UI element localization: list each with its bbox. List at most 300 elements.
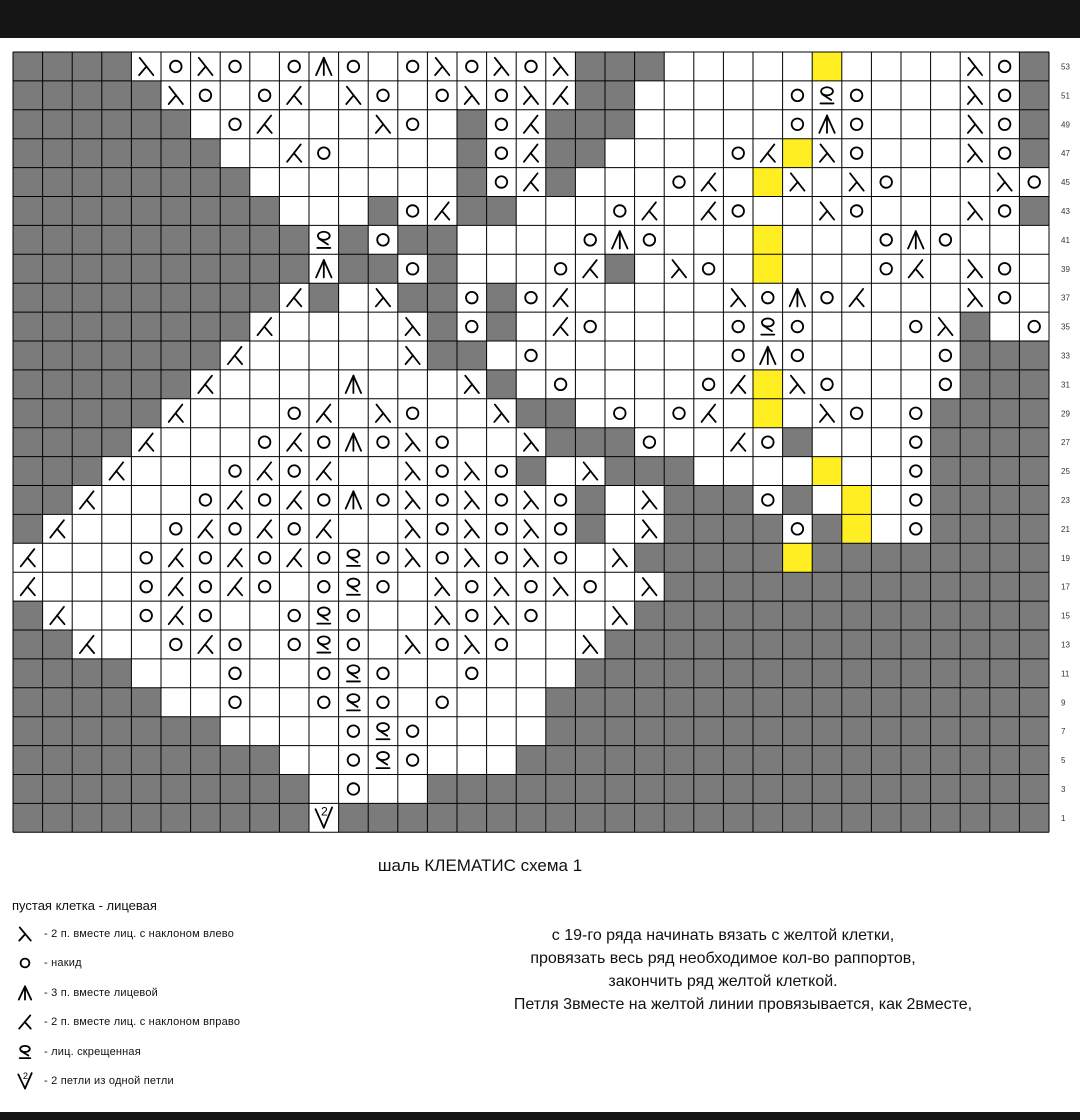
row-numbers bbox=[1061, 62, 1070, 822]
chart-cell bbox=[487, 688, 517, 717]
chart-cell bbox=[191, 283, 221, 312]
row-number: 25 bbox=[1061, 467, 1070, 477]
chart-cell bbox=[279, 630, 309, 659]
chart-cell bbox=[131, 746, 161, 775]
chart-cell bbox=[664, 168, 694, 197]
chart-cell bbox=[131, 283, 161, 312]
chart-cell bbox=[546, 139, 576, 168]
chart-cell bbox=[250, 630, 280, 659]
chart-cell bbox=[72, 543, 102, 572]
chart-cell bbox=[516, 659, 546, 688]
legend-text: - лиц. скрещенная bbox=[44, 1045, 141, 1058]
chart-cell bbox=[102, 717, 132, 746]
chart-cell bbox=[250, 254, 280, 283]
chart-cell bbox=[161, 139, 191, 168]
chart-cell bbox=[812, 486, 842, 515]
chart-cell bbox=[191, 399, 221, 428]
chart-cell bbox=[901, 399, 931, 428]
chart-cell bbox=[309, 486, 339, 515]
chart-cell bbox=[13, 746, 43, 775]
chart-cell bbox=[931, 803, 961, 832]
chart-cell bbox=[990, 543, 1020, 572]
chart-cell bbox=[43, 399, 73, 428]
chart-cell bbox=[368, 486, 398, 515]
chart-cell bbox=[694, 543, 724, 572]
chart-cell bbox=[220, 803, 250, 832]
chart-cell bbox=[901, 514, 931, 543]
chart-cell bbox=[131, 572, 161, 601]
chart-cell bbox=[694, 312, 724, 341]
chart-cell bbox=[427, 81, 457, 110]
chart-cell bbox=[131, 225, 161, 254]
chart-cell bbox=[990, 514, 1020, 543]
chart-cell bbox=[783, 139, 813, 168]
chart-cell bbox=[990, 572, 1020, 601]
chart-cell bbox=[516, 399, 546, 428]
chart-cell bbox=[13, 81, 43, 110]
chart-cell bbox=[931, 81, 961, 110]
chart-cell bbox=[398, 168, 428, 197]
chart-cell bbox=[990, 775, 1020, 804]
chart-cell bbox=[783, 197, 813, 226]
chart-cell bbox=[339, 717, 369, 746]
chart-cell bbox=[43, 52, 73, 81]
chart-cell bbox=[575, 428, 605, 457]
chart-cell bbox=[131, 254, 161, 283]
chart-cell bbox=[812, 514, 842, 543]
chart-cell bbox=[694, 659, 724, 688]
chart-cell bbox=[131, 659, 161, 688]
chart-cell bbox=[339, 457, 369, 486]
chart-cell bbox=[250, 803, 280, 832]
chart-cell bbox=[723, 341, 753, 370]
chart-cell bbox=[102, 659, 132, 688]
left-slant-decrease-icon bbox=[12, 922, 38, 946]
chart-cell bbox=[131, 717, 161, 746]
chart-cell bbox=[250, 370, 280, 399]
chart-cell bbox=[161, 168, 191, 197]
chart-cell bbox=[783, 81, 813, 110]
chart-cell bbox=[871, 428, 901, 457]
chart-cell bbox=[1019, 197, 1049, 226]
legend-text: - накид bbox=[44, 957, 82, 970]
chart-cell bbox=[842, 197, 872, 226]
chart-cell bbox=[753, 775, 783, 804]
chart-cell bbox=[427, 717, 457, 746]
chart-cell bbox=[368, 341, 398, 370]
chart-cell bbox=[635, 601, 665, 630]
chart-cell bbox=[575, 283, 605, 312]
chart-cell bbox=[1019, 630, 1049, 659]
chart-cell bbox=[487, 659, 517, 688]
chart-cell bbox=[398, 659, 428, 688]
chart-cell bbox=[427, 283, 457, 312]
chart-cell bbox=[13, 717, 43, 746]
chart-cell bbox=[753, 746, 783, 775]
chart-cell bbox=[871, 254, 901, 283]
chart-cell bbox=[753, 514, 783, 543]
chart-cell bbox=[546, 630, 576, 659]
chart-cell bbox=[102, 341, 132, 370]
chart-cell bbox=[309, 312, 339, 341]
chart-cell bbox=[339, 399, 369, 428]
chart-cell bbox=[131, 168, 161, 197]
chart-cell bbox=[783, 225, 813, 254]
chart-cell bbox=[250, 717, 280, 746]
chart-cell bbox=[960, 803, 990, 832]
chart-cell bbox=[723, 775, 753, 804]
chart-cell bbox=[931, 457, 961, 486]
chart-cell bbox=[605, 370, 635, 399]
chart-cell bbox=[279, 168, 309, 197]
chart-cell bbox=[871, 110, 901, 139]
chart-cell bbox=[131, 803, 161, 832]
chart-cell bbox=[339, 746, 369, 775]
row-number: 47 bbox=[1061, 149, 1070, 159]
chart-cell bbox=[812, 52, 842, 81]
chart-cell bbox=[664, 81, 694, 110]
chart-cell bbox=[457, 399, 487, 428]
chart-cell bbox=[309, 775, 339, 804]
chart-cell bbox=[368, 601, 398, 630]
chart-cell bbox=[487, 283, 517, 312]
chart-cell bbox=[220, 659, 250, 688]
chart-cell bbox=[279, 775, 309, 804]
two-from-one-icon bbox=[12, 1069, 38, 1093]
chart-cell bbox=[220, 601, 250, 630]
chart-cell bbox=[723, 543, 753, 572]
chart-cell bbox=[575, 341, 605, 370]
chart-cell bbox=[43, 717, 73, 746]
chart-cell bbox=[546, 803, 576, 832]
chart-cell bbox=[990, 688, 1020, 717]
chart-cell bbox=[457, 803, 487, 832]
chart-cell bbox=[871, 283, 901, 312]
chart-cell bbox=[1019, 746, 1049, 775]
chart-cell bbox=[309, 341, 339, 370]
chart-cell bbox=[457, 775, 487, 804]
row-number: 3 bbox=[1061, 784, 1066, 794]
chart-cell bbox=[72, 775, 102, 804]
chart-cell bbox=[871, 457, 901, 486]
chart-cell bbox=[1019, 283, 1049, 312]
chart-cell bbox=[1019, 254, 1049, 283]
chart-cell bbox=[753, 283, 783, 312]
chart-cell bbox=[279, 110, 309, 139]
chart-cell bbox=[635, 52, 665, 81]
chart-cell bbox=[457, 659, 487, 688]
chart-cell bbox=[398, 52, 428, 81]
chart-cell bbox=[546, 254, 576, 283]
legend-text: - 2 п. вместе лиц. с наклоном вправо bbox=[44, 1016, 241, 1029]
chart-cell bbox=[990, 52, 1020, 81]
chart-cell bbox=[1019, 312, 1049, 341]
chart-cell bbox=[664, 659, 694, 688]
legend-item bbox=[12, 978, 372, 1008]
chart-cell bbox=[931, 399, 961, 428]
row-number: 19 bbox=[1061, 553, 1070, 563]
chart-cell bbox=[812, 312, 842, 341]
chart-cell bbox=[339, 601, 369, 630]
chart-cell bbox=[191, 486, 221, 515]
chart-cell bbox=[871, 139, 901, 168]
chart-cell bbox=[960, 168, 990, 197]
chart-cell bbox=[901, 746, 931, 775]
chart-cell bbox=[575, 52, 605, 81]
chart-cell bbox=[43, 775, 73, 804]
chart-cell bbox=[605, 630, 635, 659]
chart-cell bbox=[664, 803, 694, 832]
chart-cell bbox=[72, 139, 102, 168]
chart-cell bbox=[1019, 803, 1049, 832]
chart-cell bbox=[398, 688, 428, 717]
chart-cell bbox=[487, 197, 517, 226]
chart-cell bbox=[457, 52, 487, 81]
chart-cell bbox=[694, 81, 724, 110]
chart-cell bbox=[842, 688, 872, 717]
chart-cell bbox=[931, 688, 961, 717]
chart-cell bbox=[309, 543, 339, 572]
chart-cell bbox=[694, 254, 724, 283]
chart-cell bbox=[931, 746, 961, 775]
chart-cell bbox=[368, 659, 398, 688]
chart-cell bbox=[131, 81, 161, 110]
chart-cell bbox=[723, 197, 753, 226]
chart-cell bbox=[339, 139, 369, 168]
chart-cell bbox=[871, 514, 901, 543]
chart-cell bbox=[72, 225, 102, 254]
chart-cell bbox=[191, 254, 221, 283]
chart-cell bbox=[960, 630, 990, 659]
chart-cell bbox=[220, 225, 250, 254]
chart-cell bbox=[339, 52, 369, 81]
chart-cell bbox=[1019, 139, 1049, 168]
chart-cell bbox=[575, 803, 605, 832]
chart-cell bbox=[605, 197, 635, 226]
chart-cell bbox=[161, 52, 191, 81]
chart-cell bbox=[575, 399, 605, 428]
chart-cell bbox=[694, 601, 724, 630]
chart-cell bbox=[72, 428, 102, 457]
chart-cell bbox=[960, 312, 990, 341]
chart-cell bbox=[161, 688, 191, 717]
chart-cell bbox=[575, 717, 605, 746]
chart-cell bbox=[546, 486, 576, 515]
chart-cell bbox=[664, 486, 694, 515]
chart-cell bbox=[1019, 601, 1049, 630]
chart-cell bbox=[43, 746, 73, 775]
chart-cell bbox=[664, 139, 694, 168]
notes bbox=[388, 924, 1058, 1016]
chart-cell bbox=[516, 572, 546, 601]
chart-cell bbox=[487, 803, 517, 832]
chart-cell bbox=[457, 168, 487, 197]
chart-cell bbox=[1019, 572, 1049, 601]
row-number: 53 bbox=[1061, 62, 1070, 72]
chart-cell bbox=[309, 139, 339, 168]
chart-cell bbox=[220, 197, 250, 226]
chart-cell bbox=[43, 457, 73, 486]
chart-cell bbox=[131, 457, 161, 486]
chart-cell bbox=[161, 110, 191, 139]
chart-cell bbox=[901, 486, 931, 515]
chart-cell bbox=[990, 601, 1020, 630]
chart-cell bbox=[161, 630, 191, 659]
chart-cell bbox=[990, 110, 1020, 139]
row-number: 9 bbox=[1061, 698, 1066, 708]
chart-cell bbox=[1019, 486, 1049, 515]
chart-cell bbox=[812, 572, 842, 601]
chart-cell bbox=[605, 110, 635, 139]
chart-cell bbox=[220, 370, 250, 399]
yarn-over-icon bbox=[12, 951, 38, 975]
chart-cell bbox=[13, 688, 43, 717]
chart-cell bbox=[487, 225, 517, 254]
chart-cell bbox=[191, 81, 221, 110]
chart-cell bbox=[487, 630, 517, 659]
chart-cell bbox=[990, 225, 1020, 254]
chart-cell bbox=[694, 139, 724, 168]
chart-cell bbox=[546, 428, 576, 457]
chart-cell bbox=[43, 81, 73, 110]
legend-item bbox=[12, 1008, 372, 1038]
chart-cell bbox=[398, 254, 428, 283]
chart-cell bbox=[102, 428, 132, 457]
chart-cell bbox=[901, 283, 931, 312]
chart-cell bbox=[664, 543, 694, 572]
chart-cell bbox=[220, 514, 250, 543]
chart-cell bbox=[339, 110, 369, 139]
chart-cell bbox=[842, 775, 872, 804]
chart-cell bbox=[398, 601, 428, 630]
chart-cell bbox=[72, 717, 102, 746]
chart-cell bbox=[753, 659, 783, 688]
chart-cell bbox=[694, 341, 724, 370]
chart-cell bbox=[102, 225, 132, 254]
chart-cell bbox=[43, 110, 73, 139]
chart-cell bbox=[13, 399, 43, 428]
chart-cell bbox=[161, 486, 191, 515]
chart-cell bbox=[516, 52, 546, 81]
chart-cell bbox=[694, 746, 724, 775]
chart-cell bbox=[990, 746, 1020, 775]
chart-cell bbox=[812, 168, 842, 197]
chart-cell bbox=[931, 486, 961, 515]
row-number: 41 bbox=[1061, 235, 1070, 245]
chart-cell bbox=[842, 514, 872, 543]
chart-cell bbox=[516, 746, 546, 775]
chart-cell bbox=[783, 110, 813, 139]
chart-cell bbox=[43, 543, 73, 572]
chart-cell bbox=[368, 225, 398, 254]
chart-cell bbox=[1019, 52, 1049, 81]
chart-cell bbox=[546, 775, 576, 804]
chart-cell bbox=[931, 225, 961, 254]
chart-cell bbox=[871, 341, 901, 370]
chart-cell bbox=[575, 659, 605, 688]
chart-cell bbox=[990, 341, 1020, 370]
chart-cell bbox=[398, 717, 428, 746]
chart-cell bbox=[901, 717, 931, 746]
chart-cell bbox=[427, 312, 457, 341]
chart-cell bbox=[783, 572, 813, 601]
chart-cell bbox=[546, 688, 576, 717]
chart-cell bbox=[309, 659, 339, 688]
legend-text: - 2 п. вместе лиц. с наклоном влево bbox=[44, 927, 235, 940]
chart-cell bbox=[191, 543, 221, 572]
chart-cell bbox=[664, 601, 694, 630]
chart-cell bbox=[339, 312, 369, 341]
row-number: 37 bbox=[1061, 293, 1070, 303]
chart-cell bbox=[931, 168, 961, 197]
chart-cell bbox=[250, 139, 280, 168]
chart-cell bbox=[1019, 168, 1049, 197]
chart-cell bbox=[871, 543, 901, 572]
chart-cell bbox=[812, 746, 842, 775]
chart-cell bbox=[250, 341, 280, 370]
chart-cell bbox=[635, 254, 665, 283]
chart-cell bbox=[427, 254, 457, 283]
chart-cell bbox=[339, 803, 369, 832]
chart-cell bbox=[102, 254, 132, 283]
chart-cell bbox=[398, 283, 428, 312]
chart-cell bbox=[960, 457, 990, 486]
chart-cell bbox=[635, 803, 665, 832]
chart-cell bbox=[339, 630, 369, 659]
chart-cell bbox=[487, 746, 517, 775]
svg-text:2: 2 bbox=[22, 1071, 29, 1082]
chart-cell bbox=[309, 746, 339, 775]
chart-cell bbox=[43, 225, 73, 254]
chart-cell bbox=[368, 803, 398, 832]
chart-cell bbox=[43, 139, 73, 168]
chart-cell bbox=[13, 428, 43, 457]
chart-cell bbox=[1019, 370, 1049, 399]
legend-title: пустая клетка - лицевая bbox=[12, 898, 157, 913]
row-number: 31 bbox=[1061, 380, 1070, 390]
chart-cell bbox=[43, 197, 73, 226]
chart-cell bbox=[487, 341, 517, 370]
chart-cell bbox=[368, 775, 398, 804]
chart-cell bbox=[131, 197, 161, 226]
chart-cell bbox=[279, 572, 309, 601]
chart-cell bbox=[960, 775, 990, 804]
chart-cell bbox=[339, 775, 369, 804]
chart-cell bbox=[309, 81, 339, 110]
legend-items bbox=[12, 919, 372, 1096]
chart-cell bbox=[457, 283, 487, 312]
chart-cell bbox=[13, 197, 43, 226]
chart-cell bbox=[635, 341, 665, 370]
chart-cell bbox=[72, 803, 102, 832]
chart-cell bbox=[191, 428, 221, 457]
chart-cell bbox=[694, 688, 724, 717]
legend-item bbox=[12, 1067, 372, 1097]
chart-cell bbox=[546, 717, 576, 746]
chart-cell bbox=[960, 428, 990, 457]
chart-cell bbox=[368, 197, 398, 226]
chart-cell bbox=[635, 659, 665, 688]
chart-cell bbox=[931, 428, 961, 457]
row-number: 43 bbox=[1061, 206, 1070, 216]
chart-cell bbox=[72, 254, 102, 283]
chart-cell bbox=[457, 254, 487, 283]
chart-cell bbox=[664, 688, 694, 717]
chart-cell bbox=[102, 486, 132, 515]
chart-cell bbox=[783, 514, 813, 543]
chart-cell bbox=[723, 254, 753, 283]
chart-cell bbox=[753, 572, 783, 601]
